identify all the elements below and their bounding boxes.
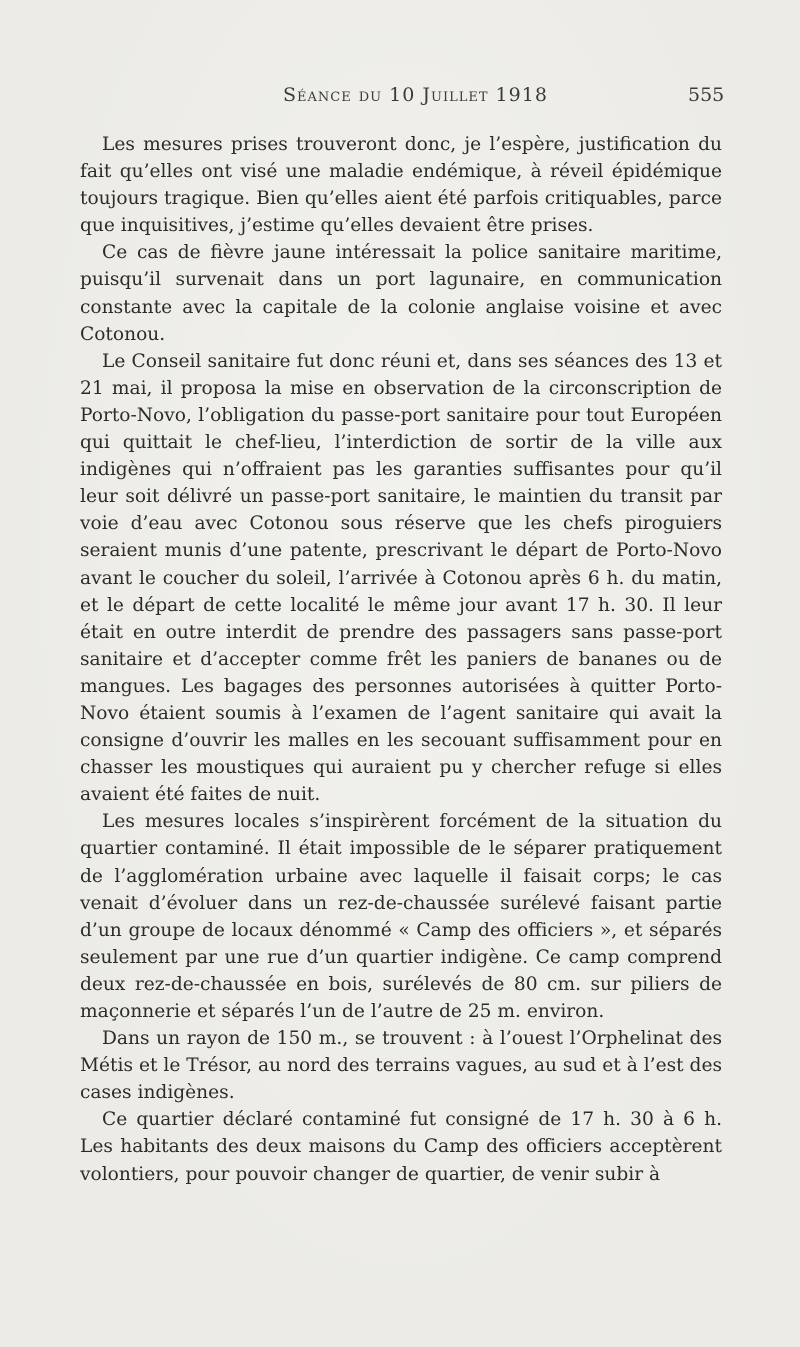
paragraph: Les mesures locales s’inspirèrent forcément de la situation du quartier contaminé. Il était impossible de le séparer pratiquement de l’agglomération urbaine avec laquelle il faisait corps; le cas venait d’évoluer dans un rez-de-chaussée surélevé faisant partie d’un groupe de locaux dénommé « Camp des officiers », et séparés seulement par une rue d’un quartier indigène. Ce camp comprend deux rez-de-chaussée en bois, surélevés de 80 cm. sur piliers de maçonnerie et séparés l’un de l’autre de 25 m. environ. <box>80 811 722 1022</box>
paragraph: Ce quartier déclaré contaminé fut consigné de 17 h. 30 à 6 h. Les habitants des deux maisons du Camp des officiers acceptèrent volontiers, pour pouvoir changer de quartier, de venir subir à <box>80 1109 722 1185</box>
paragraph: Ce cas de fièvre jaune intéressait la police sanitaire maritime, puisqu’il survenait dans un port lagunaire, en communication constante avec la capitale de la colonie anglaise voisine et avec Cotonou. <box>80 242 722 345</box>
page-header <box>0 84 800 114</box>
running-head: Séance du 10 Juillet 1918 <box>283 84 548 106</box>
paragraph: Le Conseil sanitaire fut donc réuni et, dans ses séances des 13 et 21 mai, il proposa la mise en observation de la circonscription de Porto-Novo, l’obligation du passe-port sanitaire pour tout Européen qui quittait le chef-lieu, l’interdiction de sortir de la ville aux indigènes qui n’offraient pas les garanties suffisantes pour qu’il leur soit délivré un passe-port sanitaire, le maintien du transit par voie d’eau avec Cotonou sous réserve que les chefs piroguiers seraient munis d’une patente, prescrivant le départ de Porto-Novo avant le coucher du soleil, l’arrivée à Cotonou après 6 h. du matin, et le départ de cette localité le même jour avant 17 h. 30. Il leur était en outre interdit de prendre des passagers sans passe-port sanitaire et d’accepter comme frêt les paniers de bananes ou de mangues. Les bagages des personnes autorisées à quitter Porto-Novo étaient soumis à l’examen de l’agent sanitaire qui avait la consigne d’ouvrir les malles en les secouant suffisamment pour en chasser les moustiques qui auraient pu y chercher refuge si elles avaient été faites de nuit. <box>80 350 722 806</box>
paragraph: Dans un rayon de 150 m., se trouvent : à l’ouest l’Orphelinat des Métis et le Trésor, au nord des terrains vagues, au sud et à l’est des cases indigènes. <box>80 1028 722 1104</box>
page-number: 555 <box>688 84 725 106</box>
body-text <box>80 131 722 1188</box>
paragraph: Les mesures prises trouveront donc, je l’espère, justification du fait qu’elles ont visé une maladie endémique, à réveil épidémique toujours tragique. Bien qu’elles aient été parfois critiquables, parce que inquisitives, j’estime qu’elles devaient être prises. <box>80 134 722 237</box>
